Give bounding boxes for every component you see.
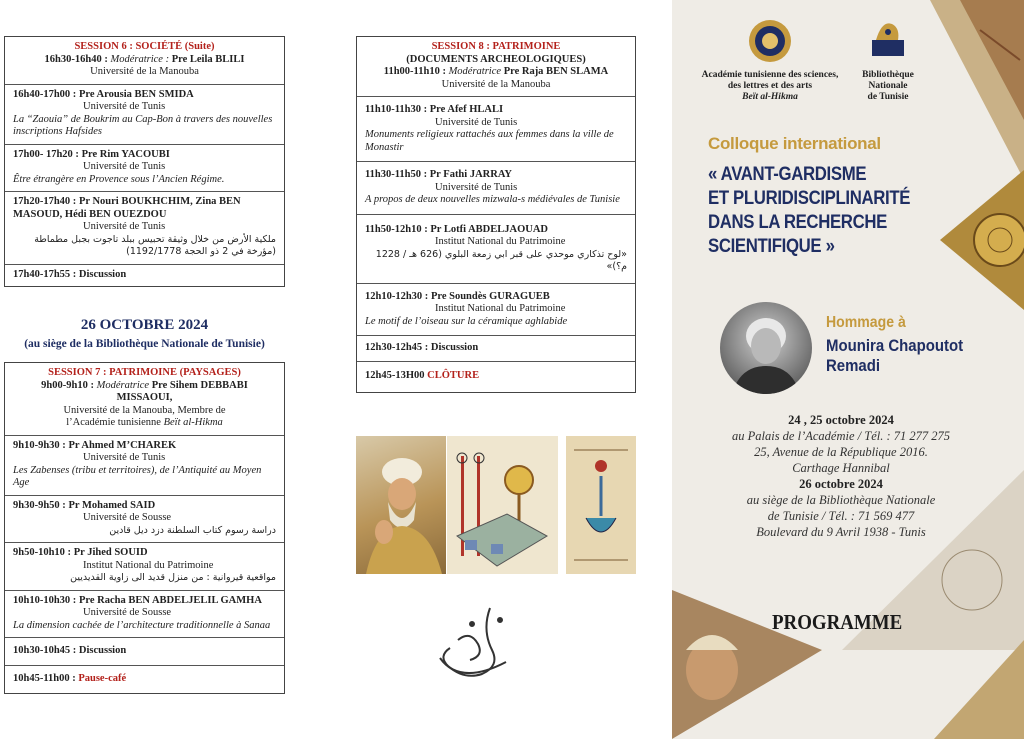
talk-speaker: Pr Fathi JARRAY <box>429 169 513 180</box>
talk-time: 11h50-12h10 : <box>365 223 428 235</box>
colloquium-title <box>708 162 966 258</box>
talk-affiliation: Université de Tunis <box>83 101 166 112</box>
session-6-mod-time: 16h30-16h40 : <box>44 53 108 65</box>
session-6-header <box>5 37 284 84</box>
talk-title: مواقعية قيروانية : من منزل قديد الى زاوية القديديين <box>70 572 276 583</box>
talk-speaker: Pr Nouri BOUKHCHIM, Zina BEN MASOUD, Hédi BEN OUEZDOU <box>13 196 241 220</box>
session-6-box <box>4 36 285 287</box>
talk-speaker: Pr Ahmed M’CHAREK <box>68 439 177 451</box>
title-line: DANS LA RECHERCHE <box>708 211 887 233</box>
session-8-title: SESSION 8 : PATRIMOINE <box>431 41 561 52</box>
session-8-mod-name: Pre Raja BEN SLAMA <box>503 66 609 77</box>
talk-affiliation: Université de Tunis <box>83 452 166 463</box>
talk-row <box>5 542 284 590</box>
session-8-header <box>357 37 635 96</box>
honoree-name <box>826 336 1002 376</box>
talk-speaker: Pre Afef HLALI <box>429 104 504 115</box>
manuscript-illustration <box>566 436 636 574</box>
session-8-subtitle: (DOCUMENTS ARCHEOLOGIQUES) <box>406 53 586 65</box>
session-6-mod-label: Modératrice : <box>110 53 170 65</box>
programme-label: PROGRAMME <box>772 610 903 634</box>
talk-time: 12h10-12h30 : <box>365 290 429 302</box>
day-heading <box>4 317 285 350</box>
day-title: 26 OCTOBRE 2024 <box>80 317 209 333</box>
talk-title: Les Zabenses (tribu et territoires), de l’Antiquité au Moyen Age <box>13 464 262 488</box>
place-2-line: au siège de la Bibliothèque Nationale <box>746 493 936 507</box>
talk-time: 17h20-17h40 : <box>13 196 77 207</box>
session-8-mod-time: 11h00-11h10 : <box>383 66 446 77</box>
talk-title: ملكية الأرض من خلال وثيقة تحبيس ببلد تاجوت بجبل مطماطة (مؤرخة في 2 ذو الحجة 1192/1778) <box>34 233 276 257</box>
talk-speaker: Pre Rim YACOUBI <box>81 148 170 160</box>
talk-speaker: Pr Lotfi ABDELJAOUAD <box>430 223 548 235</box>
closing-label: CLÔTURE <box>427 369 480 381</box>
discussion-row <box>357 335 635 361</box>
mechanism-illustration <box>447 436 558 574</box>
discussion-row <box>5 264 284 287</box>
talk-affiliation: Université de Sousse <box>83 607 172 618</box>
talk-row <box>5 495 284 543</box>
talk-speaker: Pre Racha BEN ABDELJELIL GAMHA <box>78 594 262 606</box>
talk-row <box>5 191 284 264</box>
date-2: 26 octobre 2024 <box>799 477 883 491</box>
talk-speaker: Pre Arousia BEN SMIDA <box>78 88 194 100</box>
academy-name-line: des lettres et des arts <box>727 81 813 91</box>
academy-name-line: Académie tunisienne des sciences, <box>701 70 839 80</box>
pause-label: Pause-café <box>78 672 127 684</box>
place-2-line: Boulevard du 9 Avril 1938 - Tunis <box>756 525 926 539</box>
discussion-label: 12h30-12h45 : Discussion <box>365 342 479 353</box>
session-7-mod-label: Modératrice <box>96 379 150 391</box>
session-7-header <box>5 363 284 435</box>
talk-title: Monuments religieux rattachés aux femmes dans la ville de Monastir <box>365 129 614 153</box>
talk-time: 10h10-10h30 : <box>13 594 77 606</box>
talk-time: 17h00- 17h20 : <box>13 148 79 160</box>
closing-time: 12h45-13H00 <box>365 369 425 381</box>
talk-title: «لوح تذكاري موحدي على قبر ابي زمعة البلوي (626 هـ / 1228 م؟)» <box>375 248 627 272</box>
talk-title: A propos de deux nouvelles mizwala-s médiévales de Tunisie <box>365 194 620 205</box>
talk-time: 9h30-9h50 : <box>13 499 66 511</box>
library-name-line: Nationale <box>868 81 908 91</box>
talk-title: La dimension cachée de l’architecture traditionnelle à Sanaa <box>13 619 271 631</box>
session-7-mod-aff3: Beït al-Hikma <box>163 417 223 428</box>
session-6-mod-name: Pre Leila BLILI <box>171 53 245 65</box>
talk-affiliation: Institut National du Patrimoine <box>435 303 566 314</box>
closing-row <box>357 361 635 393</box>
session-6-mod-aff: Université de la Manouba <box>90 66 199 77</box>
session-6-title: SESSION 6 : SOCIÉTÉ (Suite) <box>74 41 215 52</box>
discussion-row <box>5 637 284 665</box>
date-1: 24 , 25 octobre 2024 <box>788 413 894 427</box>
talk-row <box>5 144 284 192</box>
library-name-line: de Tunisie <box>867 92 909 102</box>
talk-affiliation: Université de Sousse <box>83 512 172 523</box>
library-name <box>848 70 928 103</box>
talk-time: 16h40-17h00 : <box>13 88 77 100</box>
talk-row <box>5 590 284 638</box>
scholar-illustration <box>356 436 446 574</box>
talk-row <box>357 161 635 214</box>
talk-affiliation: Université de Tunis <box>83 221 166 232</box>
talk-title: Le motif de l’oiseau sur la céramique aghlabide <box>365 315 568 327</box>
talk-time: 9h10-9h30 : <box>13 439 66 451</box>
talk-row <box>357 96 635 161</box>
title-line: « AVANT-GARDISME <box>708 163 867 185</box>
title-line: SCIENTIFIQUE » <box>708 235 835 257</box>
calligraphy-logo <box>430 600 520 690</box>
place-1-line: au Palais de l’Académie / Tél. : 71 277 275 <box>731 429 951 443</box>
honoree-name-line: Remadi <box>826 356 881 375</box>
session-8-box <box>356 36 636 393</box>
talk-title: Être étrangère en Provence sous l’Ancien Régime. <box>13 173 225 185</box>
session-7-title: SESSION 7 : PATRIMOINE (PAYSAGES) <box>48 367 241 378</box>
talk-row <box>5 435 284 495</box>
talk-affiliation: Université de Tunis <box>435 181 518 193</box>
column-middle <box>356 36 636 393</box>
talk-affiliation: Université de Tunis <box>83 161 166 172</box>
place-2-line: de Tunisie / Tél. : 71 569 477 <box>767 509 915 523</box>
talk-time: 9h50-10h10 : <box>13 547 72 558</box>
library-emblem-icon <box>868 16 908 60</box>
talk-affiliation: Institut National du Patrimoine <box>435 236 566 247</box>
talk-row <box>5 84 284 144</box>
academy-emblem-icon <box>747 18 793 64</box>
session-8-mod-label: Modératrice <box>448 66 502 77</box>
pause-time: 10h45-11h00 : <box>13 672 76 684</box>
talk-time: 11h10-11h30 : <box>365 104 428 115</box>
honoree-photo <box>720 302 812 394</box>
manuscript-corner-image <box>930 0 1024 180</box>
talk-speaker: Pre Soundès GURAGUEB <box>430 290 550 302</box>
pause-row <box>5 665 284 694</box>
academy-name-line: Beït al-Hikma <box>742 92 798 102</box>
column-left <box>4 36 285 694</box>
place-1-line: Carthage Hannibal <box>792 461 890 475</box>
session-7-mod-aff: Université de la Manouba, Membre de <box>63 404 226 416</box>
cover-panel <box>672 0 1024 739</box>
talk-row <box>357 283 635 336</box>
talk-time: 11h30-11h50 : <box>365 169 428 180</box>
session-7-mod-name: Pre Sihem DEBBABI MISSAOUI, <box>116 379 248 403</box>
talk-title: La “Zaouia” de Boukrim au Cap-Bon à travers des nouvelles inscriptions Hafsides <box>13 113 273 137</box>
event-info <box>712 412 970 540</box>
library-name-line: Bibliothèque <box>862 70 914 80</box>
talk-title: دراسة رسوم كتاب السلطنة دزد ديل قادين <box>109 524 276 536</box>
discussion-label: 10h30-10h45 : Discussion <box>13 645 127 656</box>
session-7-mod-aff2: l’Académie tunisienne <box>66 417 161 428</box>
talk-speaker: Pr Jihed SOUID <box>73 547 148 558</box>
day-place: (au siège de la Bibliothèque Nationale de Tunisie) <box>24 338 265 350</box>
title-line: ET PLURIDISCIPLINARITÉ <box>708 187 911 209</box>
discussion-label: 17h40-17h55 : Discussion <box>13 268 127 280</box>
session-8-mod-aff: Université de la Manouba <box>441 78 551 90</box>
scroll-corner-image <box>934 640 1024 739</box>
hommage-label: Hommage à <box>826 314 906 331</box>
academy-name <box>682 70 858 103</box>
talk-row <box>357 214 635 283</box>
honoree-name-line: Mounira Chapoutot <box>826 336 964 355</box>
kicker: Colloque international <box>708 134 881 153</box>
talk-affiliation: Institut National du Patrimoine <box>83 559 214 571</box>
talk-speaker: Pr Mohamed SAID <box>68 499 156 511</box>
place-1-line: 25, Avenue de la République 2016. <box>754 445 928 459</box>
session-7-mod-time: 9h00-9h10 : <box>41 379 94 391</box>
session-7-box <box>4 362 285 694</box>
talk-affiliation: Université de Tunis <box>435 116 518 128</box>
